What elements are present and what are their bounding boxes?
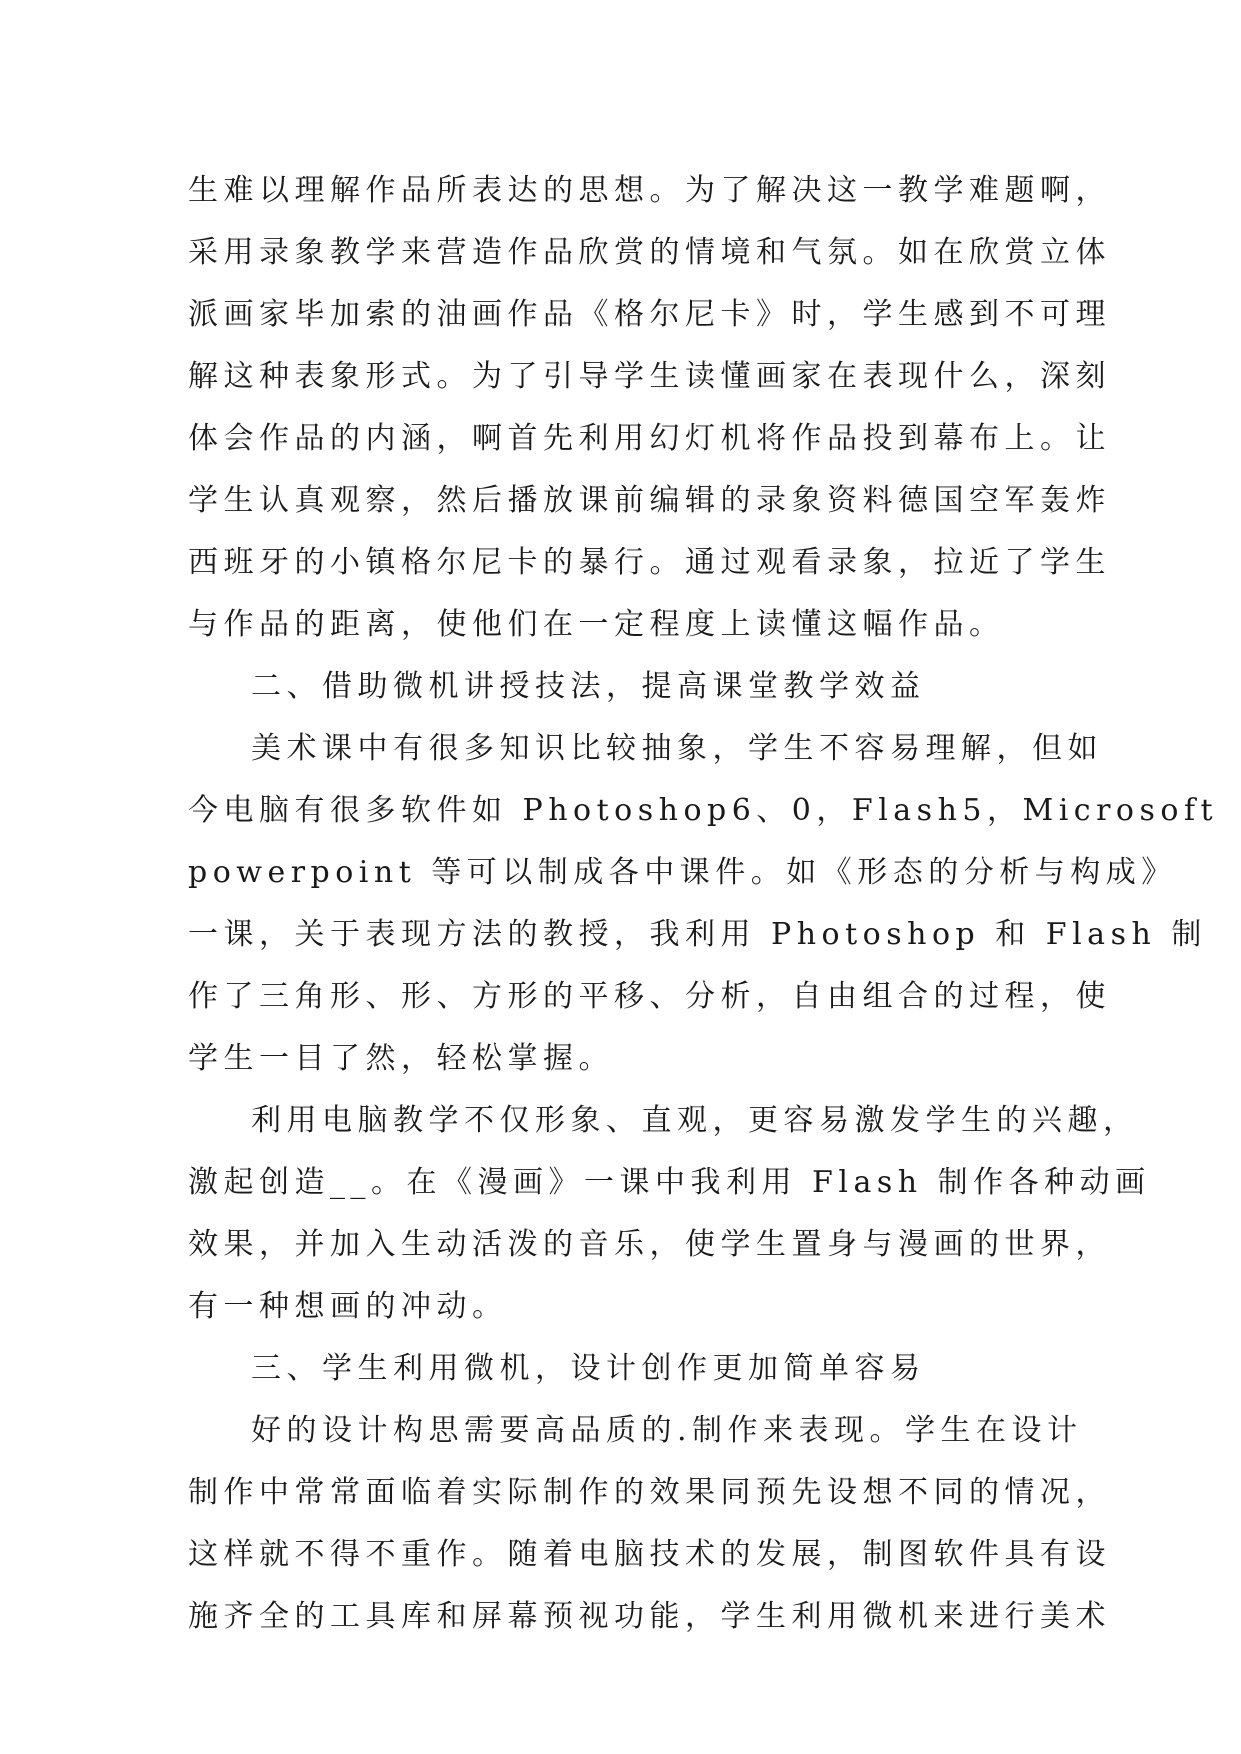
text-line: 激起创造__。在《漫画》一课中我利用 Flash 制作各种动画 <box>188 1165 1151 1200</box>
text-line: 一课，关于表现方法的教授，我利用 Photoshop 和 Flash 制 <box>188 917 1207 952</box>
text-line: 有一种想画的冲动。 <box>188 1289 508 1324</box>
text-line: 采用录象教学来营造作品欣赏的情境和气氛。如在欣赏立体 <box>188 235 1111 270</box>
text-line: powerpoint 等可以制成各中课件。如《形态的分析与构成》 <box>188 855 1177 890</box>
text-line: 施齐全的工具库和屏幕预视功能，学生利用微机来进行美术 <box>188 1599 1111 1634</box>
text-line: 作了三角形、形、方形的平移、分析，自由组合的过程，使 <box>188 979 1111 1014</box>
text-line: 今电脑有很多软件如 Photoshop6、0，Flash5，Microsoft <box>188 793 1219 828</box>
document-page <box>188 160 1219 1648</box>
text-line: 效果，并加入生动活泼的音乐，使学生置身与漫画的世界， <box>188 1227 1111 1262</box>
text-line: 学生认真观察，然后播放课前编辑的录象资料德国空军轰炸 <box>188 483 1111 518</box>
text-line: 美术课中有很多知识比较抽象，学生不容易理解，但如 <box>251 731 1103 766</box>
text-line: 与作品的距离，使他们在一定程度上读懂这幅作品。 <box>188 607 1005 642</box>
text-line: 体会作品的内涵，啊首先利用幻灯机将作品投到幕布上。让 <box>188 421 1111 456</box>
text-line: 学生一目了然，轻松掌握。 <box>188 1041 614 1076</box>
text-line: 利用电脑教学不仅形象、直观，更容易激发学生的兴趣， <box>251 1103 1139 1138</box>
text-line: 好的设计构思需要高品质的.制作来表现。学生在设计 <box>251 1413 1083 1448</box>
text-line: 这样就不得不重作。随着电脑技术的发展，制图软件具有设 <box>188 1537 1111 1572</box>
text-line: 制作中常常面临着实际制作的效果同预先设想不同的情况， <box>188 1475 1111 1510</box>
text-line: 生难以理解作品所表达的思想。为了解决这一教学难题啊， <box>188 173 1111 208</box>
section-heading: 三、学生利用微机，设计创作更加简单容易 <box>251 1351 926 1386</box>
section-heading: 二、借助微机讲授技法，提高课堂教学效益 <box>251 669 926 704</box>
text-line: 解这种表象形式。为了引导学生读懂画家在表现什么，深刻 <box>188 359 1111 394</box>
text-line: 派画家毕加索的油画作品《格尔尼卡》时，学生感到不可理 <box>188 297 1111 332</box>
text-line: 西班牙的小镇格尔尼卡的暴行。通过观看录象，拉近了学生 <box>188 545 1111 580</box>
